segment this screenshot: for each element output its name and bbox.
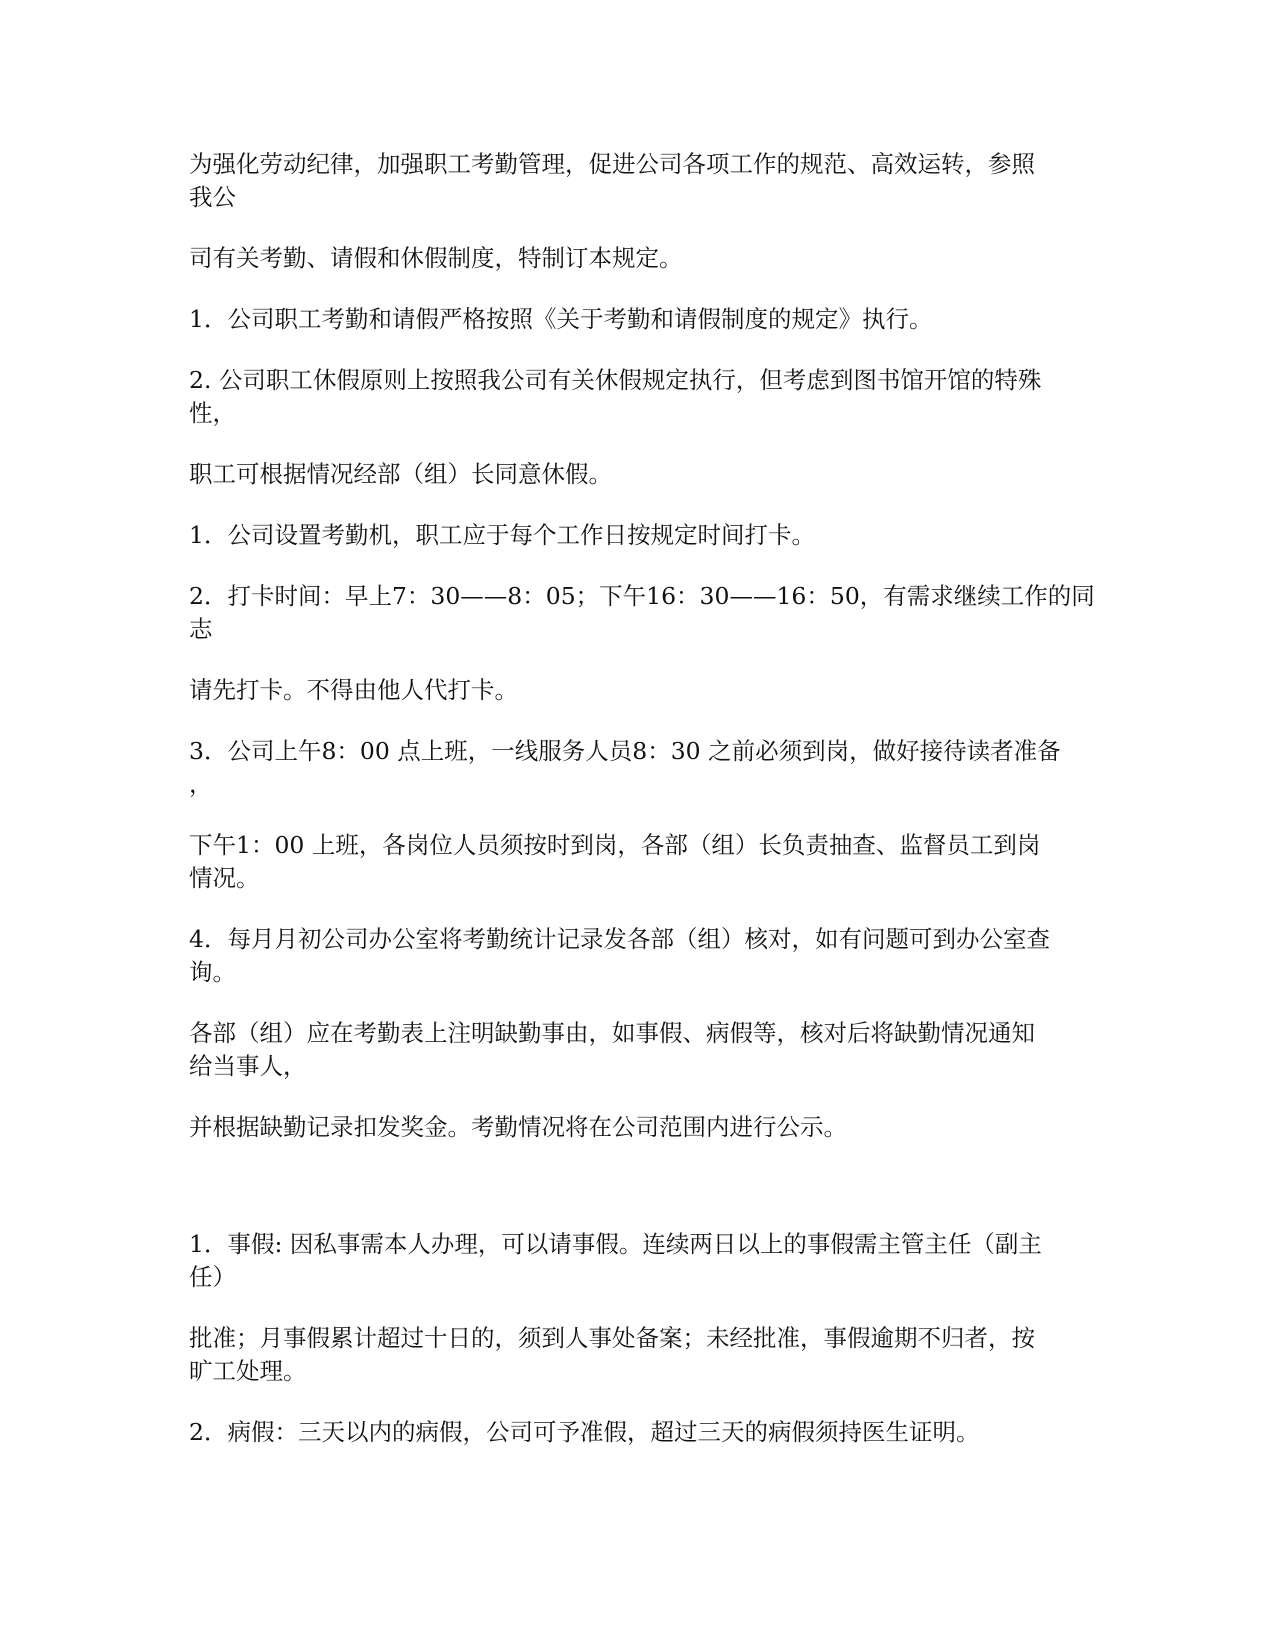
paragraph [189, 1111, 1104, 1144]
paragraph-line: 1．公司设置考勤机，职工应于每个工作日按规定时间打卡。 [189, 521, 815, 549]
paragraph-line: 3．公司上午8：00 点上班，一线服务人员8：30 之前必须到岗，做好接待读者准备 [189, 737, 1061, 765]
paragraph [189, 1322, 1104, 1388]
paragraph-line: 给当事人， [189, 1052, 307, 1080]
paragraph-line: 我公 [189, 183, 236, 211]
document-body [189, 148, 1104, 1477]
paragraph-line: 性， [189, 399, 236, 427]
paragraph-line: 为强化劳动纪律，加强职工考勤管理，促进公司各项工作的规范、高效运转，参照 [189, 150, 1035, 178]
paragraph [189, 1228, 1104, 1294]
paragraph [189, 735, 1104, 801]
paragraph-line: 批准；月事假累计超过十日的，须到人事处备案；未经批准，事假逾期不归者，按 [189, 1324, 1035, 1352]
paragraph-line: 2. 公司职工休假原则上按照我公司有关休假规定执行，但考虑到图书馆开馆的特殊 [189, 366, 1042, 394]
paragraph [189, 148, 1104, 214]
paragraph [189, 242, 1104, 275]
paragraph-line: 请先打卡。不得由他人代打卡。 [189, 676, 518, 704]
paragraph-line: 任） [189, 1263, 236, 1291]
attendance-rules-section [189, 148, 1104, 1144]
paragraph [189, 580, 1104, 646]
paragraph-line: 各部（组）应在考勤表上注明缺勤事由，如事假、病假等，核对后将缺勤情况通知 [189, 1019, 1035, 1047]
paragraph-line: 志 [189, 615, 213, 643]
paragraph-line: ， [189, 770, 213, 798]
paragraph-line: 1．公司职工考勤和请假严格按照《关于考勤和请假制度的规定》执行。 [189, 305, 933, 333]
paragraph [189, 519, 1104, 552]
paragraph-line: 1．事假: 因私事需本人办理，可以请事假。连续两日以上的事假需主管主任（副主 [189, 1230, 1042, 1258]
leave-rules-section [189, 1228, 1104, 1449]
paragraph-line: 旷工处理。 [189, 1357, 307, 1385]
paragraph-line: 2．病假：三天以内的病假，公司可予准假，超过三天的病假须持医生证明。 [189, 1418, 980, 1446]
paragraph [189, 303, 1104, 336]
paragraph-line: 职工可根据情况经部（组）长同意休假。 [189, 460, 612, 488]
paragraph [189, 1017, 1104, 1083]
paragraph [189, 829, 1104, 895]
paragraph [189, 1416, 1104, 1449]
paragraph-line: 2．打卡时间：早上7：30——8：05；下午16：30——16：50，有需求继续工作的同 [189, 582, 1095, 610]
paragraph-line: 下午1：00 上班，各岗位人员须按时到岗，各部（组）长负责抽查、监督员工到岗 [189, 831, 1041, 859]
paragraph-line: 询。 [189, 958, 236, 986]
paragraph-line: 司有关考勤、请假和休假制度，特制订本规定。 [189, 244, 683, 272]
section-gap [189, 1172, 1104, 1228]
paragraph-line: 并根据缺勤记录扣发奖金。考勤情况将在公司范围内进行公示。 [189, 1113, 847, 1141]
paragraph-line: 情况。 [189, 864, 260, 892]
paragraph-line: 4．每月月初公司办公室将考勤统计记录发各部（组）核对，如有问题可到办公室查 [189, 925, 1050, 953]
paragraph [189, 364, 1104, 430]
paragraph [189, 923, 1104, 989]
paragraph [189, 458, 1104, 491]
paragraph [189, 674, 1104, 707]
